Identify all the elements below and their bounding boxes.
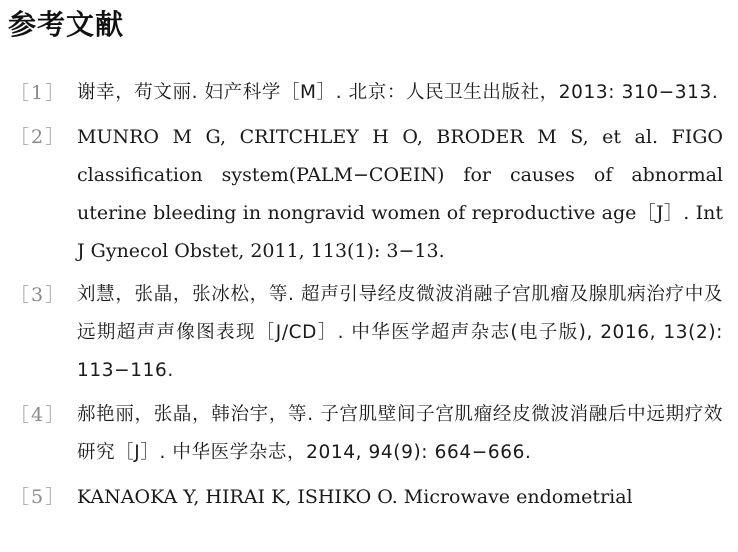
reference-number: ［2］ — [10, 126, 67, 148]
reference-number: ［5］ — [10, 486, 67, 508]
reference-item-5 — [0, 478, 738, 516]
reference-text: KANAOKA Y, HIRAI K, ISHIKO O. Microwave endometrial — [77, 486, 633, 508]
page-title: 参考文献 — [8, 8, 125, 41]
reference-number: ［1］ — [10, 82, 67, 104]
reference-text: 刘慧，张晶，张冰松，等. 超声引导经皮微波消融子宫肌瘤及腺肌病治疗中及远期超声声像图表现［J/CD］. 中华医学超声杂志(电子版), 2016, 13(2): 113−116. — [77, 284, 723, 381]
reference-item-1 — [0, 74, 738, 112]
reference-item-2 — [0, 118, 738, 270]
reference-text: 谢幸，苟文丽. 妇产科学［M］. 北京：人民卫生出版社，2013: 310−313. — [77, 82, 719, 103]
reference-item-3 — [0, 276, 738, 390]
reference-number: ［3］ — [10, 284, 67, 306]
reference-item-4 — [0, 396, 738, 472]
reference-text: MUNRO M G, CRITCHLEY H O, BRODER M S, et al. FIGO classification system(PALM−COEIN) for causes of abnormal uterine bleeding in nongravid women of reproductive age［J］. Int J Gynecol Obstet, 2011, 113(1): 3−13. — [77, 126, 723, 262]
reference-list — [0, 74, 738, 522]
reference-text: 郝艳丽，张晶，韩治宇，等. 子宫肌壁间子宫肌瘤经皮微波消融后中远期疗效研究［J］. 中华医学杂志，2014, 94(9): 664−666. — [77, 404, 723, 463]
reference-number: ［4］ — [10, 404, 67, 426]
